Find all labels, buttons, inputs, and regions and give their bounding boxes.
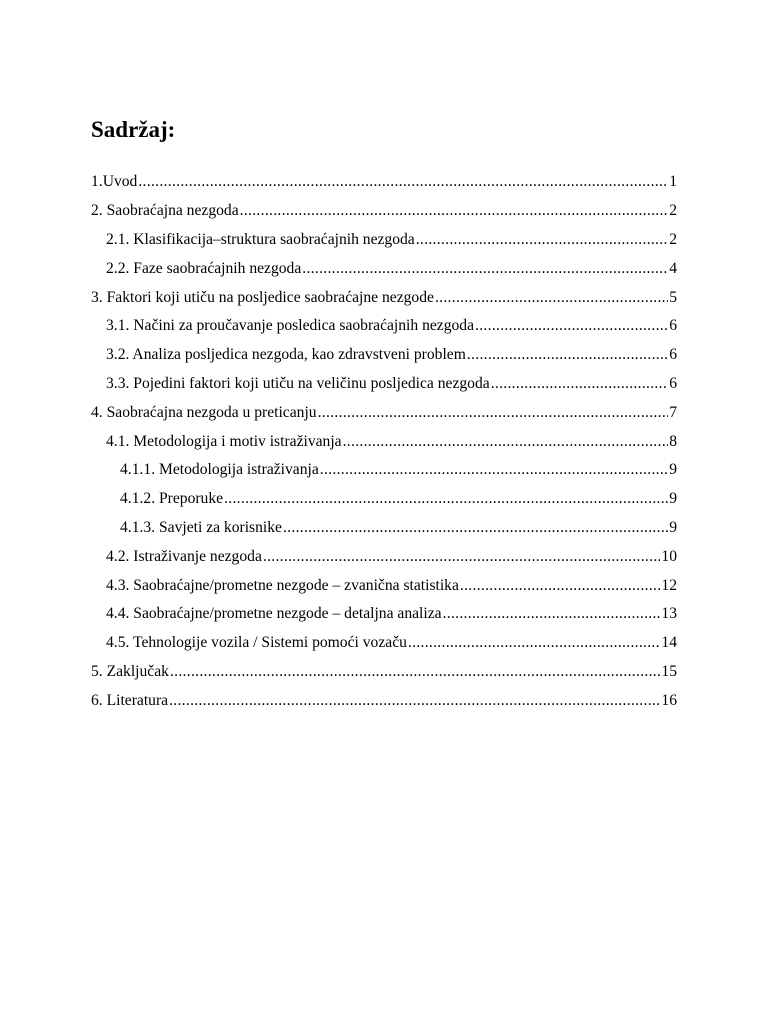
toc-entry-title: 4.3. Saobraćajne/prometne nezgode – zvanična statistika (106, 576, 459, 594)
toc-entry-page-number: 7 (669, 403, 677, 421)
toc-entry-page-number: 6 (669, 317, 677, 335)
toc-dot-leader (263, 548, 661, 566)
toc-entry-title: 4.1.1. Metodologija istraživanja (120, 461, 319, 479)
toc-entry-title: 4.1. Metodologija i motiv istraživanja (106, 432, 342, 450)
toc-dot-leader (443, 605, 661, 623)
toc-entry[interactable] (0, 226, 677, 255)
toc-dot-leader (416, 231, 668, 249)
toc-entry[interactable] (0, 686, 677, 715)
toc-entry[interactable] (0, 312, 677, 341)
toc-entry-title: 3.1. Načini za proučavanje posledica saobraćajnih nezgoda (106, 317, 475, 335)
toc-entry-page-number: 10 (661, 547, 677, 565)
toc-entry-title: 4.5. Tehnologije vozila / Sistemi pomoći vozaču (106, 634, 407, 652)
toc-entry-page-number: 6 (669, 374, 677, 392)
toc-entry-page-number: 9 (669, 518, 677, 536)
toc-dot-leader (343, 433, 669, 451)
toc-entry[interactable] (0, 341, 677, 370)
toc-entry-title: 2.2. Faze saobraćajnih nezgoda (106, 259, 302, 277)
toc-entry-page-number: 4 (669, 259, 677, 277)
toc-entry-page-number: 13 (661, 605, 677, 623)
toc-entry[interactable] (0, 542, 677, 571)
toc-dot-leader (240, 202, 669, 220)
toc-entry-page-number: 1 (669, 173, 677, 191)
toc-title: Sadržaj: (91, 117, 176, 142)
toc-entry-title: 4.4. Saobraćajne/prometne nezgode – detaljna analiza (106, 605, 442, 623)
toc-dot-leader (491, 375, 669, 393)
toc-entry-title: 6. Literatura (91, 691, 169, 709)
toc-dot-leader (283, 519, 668, 537)
toc-entry[interactable] (0, 571, 677, 600)
toc-entry[interactable] (0, 168, 677, 197)
toc-entry-page-number: 2 (669, 230, 677, 248)
toc-entry-page-number: 5 (669, 288, 677, 306)
toc-entry-title: 4.1.2. Preporuke (120, 490, 224, 508)
toc-dot-leader (302, 260, 668, 278)
toc-entry[interactable] (0, 485, 677, 514)
toc-entry-title: 3.3. Pojedini faktori koji utiču na veličinu posljedica nezgoda (106, 374, 490, 392)
toc-entry-page-number: 15 (661, 662, 677, 680)
toc-list (0, 168, 768, 715)
toc-entry[interactable] (0, 370, 677, 399)
toc-entry-title: 5. Zaključak (91, 662, 169, 680)
toc-entry[interactable] (0, 514, 677, 543)
toc-entry[interactable] (0, 629, 677, 658)
toc-entry-title: 2.1. Klasifikacija–struktura saobraćajnih nezgoda (106, 230, 415, 248)
toc-dot-leader (320, 461, 668, 479)
toc-entry-title: 4.1.3. Savjeti za korisnike (120, 518, 282, 536)
toc-dot-leader (169, 692, 660, 710)
toc-entry-title: 1.Uvod (91, 173, 138, 191)
toc-entry[interactable] (0, 456, 677, 485)
toc-entry[interactable] (0, 658, 677, 687)
toc-dot-leader (224, 490, 668, 508)
toc-entry[interactable] (0, 427, 677, 456)
toc-entry-page-number: 2 (669, 202, 677, 220)
toc-entry-page-number: 14 (661, 634, 677, 652)
toc-entry-page-number: 9 (669, 490, 677, 508)
toc-entry-page-number: 12 (661, 576, 677, 594)
toc-entry-page-number: 8 (669, 432, 677, 450)
toc-dot-leader (318, 404, 669, 422)
toc-entry-page-number: 16 (661, 691, 677, 709)
toc-dot-leader (408, 634, 660, 652)
toc-entry-title: 3.2. Analiza posljedica nezgoda, kao zdravstveni problem (106, 346, 466, 364)
toc-dot-leader (435, 289, 668, 307)
toc-dot-leader (460, 577, 661, 595)
toc-entry[interactable] (0, 283, 677, 312)
toc-entry-title: 4.2. Istraživanje nezgoda (106, 547, 262, 565)
toc-entry-title: 3. Faktori koji utiču na posljedice saobraćajne nezgode (91, 288, 434, 306)
toc-entry[interactable] (0, 398, 677, 427)
toc-entry-title: 2. Saobraćajna nezgoda (91, 202, 239, 220)
toc-dot-leader (475, 317, 668, 335)
toc-dot-leader (467, 346, 668, 364)
toc-entry[interactable] (0, 254, 677, 283)
toc-entry[interactable] (0, 600, 677, 629)
toc-dot-leader (170, 663, 660, 681)
toc-entry-page-number: 9 (669, 461, 677, 479)
toc-entry-title: 4. Saobraćajna nezgoda u preticanju (91, 403, 317, 421)
toc-entry[interactable] (0, 197, 677, 226)
toc-entry-page-number: 6 (669, 346, 677, 364)
toc-dot-leader (138, 173, 668, 191)
